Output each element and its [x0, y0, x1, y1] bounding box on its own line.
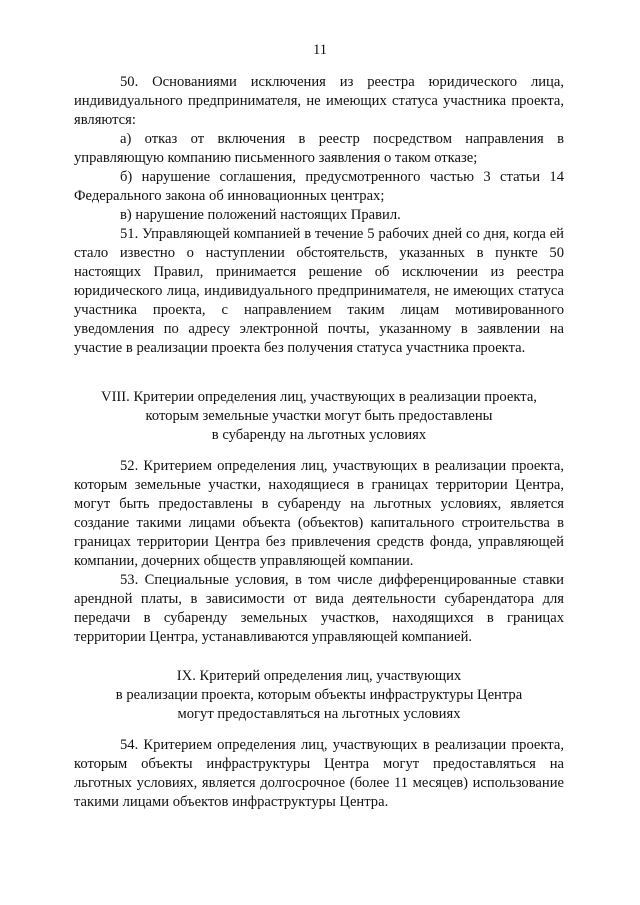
paragraph-50-c: в) нарушение положений настоящих Правил.: [120, 207, 401, 223]
section-8-paragraphs: [74, 457, 564, 647]
heading-line: могут предоставляться на льготных условиях: [177, 706, 461, 722]
heading-line: в реализации проекта, которым объекты инфраструктуры Центра: [115, 687, 523, 703]
paragraph-50-a: а) отказ от включения в реестр посредством направления в управляющую компанию письменного заявления о таком отказе;: [74, 131, 564, 166]
section-9-heading: [74, 667, 564, 724]
section-7-paragraphs: [74, 73, 564, 358]
section-8-heading: [74, 388, 564, 445]
heading-line: VIII. Критерии определения лиц, участвующих в реализации проекта,: [101, 389, 537, 405]
heading-line: которым земельные участки могут быть предоставлены: [145, 408, 493, 424]
paragraph-51: 51. Управляющей компанией в течение 5 рабочих дней со дня, когда ей стало известно о наступлении обстоятельств, указанных в пункте 50 настоящих Правил, принимается решение об исключении из реестра юридического лица, индивидуального предпринимателя, не имеющих статуса участника проекта, с направлением таким лицам мотивированного уведомления по адресу электронной почты, указанному в заявлении на участие в реализации проекта без получения статуса участника проекта.: [74, 226, 564, 356]
heading-line: IX. Критерий определения лиц, участвующих: [176, 668, 462, 684]
heading-line: в субаренду на льготных условиях: [211, 427, 427, 443]
paragraph-53: 53. Специальные условия, в том числе дифференцированные ставки арендной платы, в зависимости от вида деятельности субарендатора для передачи в субаренду земельных участков, находящихся в границах территории Центра, устанавливаются управляющей компанией.: [74, 572, 564, 645]
paragraph-50-b: б) нарушение соглашения, предусмотренного частью 3 статьи 14 Федерального закона об инновационных центрах;: [74, 169, 564, 204]
paragraph-50: 50. Основаниями исключения из реестра юридического лица, индивидуального предпринимателя, не имеющих статуса участника проекта, являются:: [74, 74, 564, 128]
section-9-paragraphs: [74, 736, 564, 812]
paragraph-52: 52. Критерием определения лиц, участвующих в реализации проекта, которым земельные участки, находящиеся в границах территории Центра, могут быть предоставлены в субаренду на льготных условиях, является создание такими лицами объекта (объектов) капитального строительства в границах территории Центра без привлечения средств фонда, управляющей компании, дочерних обществ управляющей компании.: [74, 458, 564, 569]
paragraph-54: 54. Критерием определения лиц, участвующих в реализации проекта, которым объекты инфраструктуры Центра могут предоставляться на льготных условиях, является долгосрочное (более 11 месяцев) использование такими лицами объектов инфраструктуры Центра.: [74, 737, 564, 810]
page-number: 11: [312, 42, 328, 58]
